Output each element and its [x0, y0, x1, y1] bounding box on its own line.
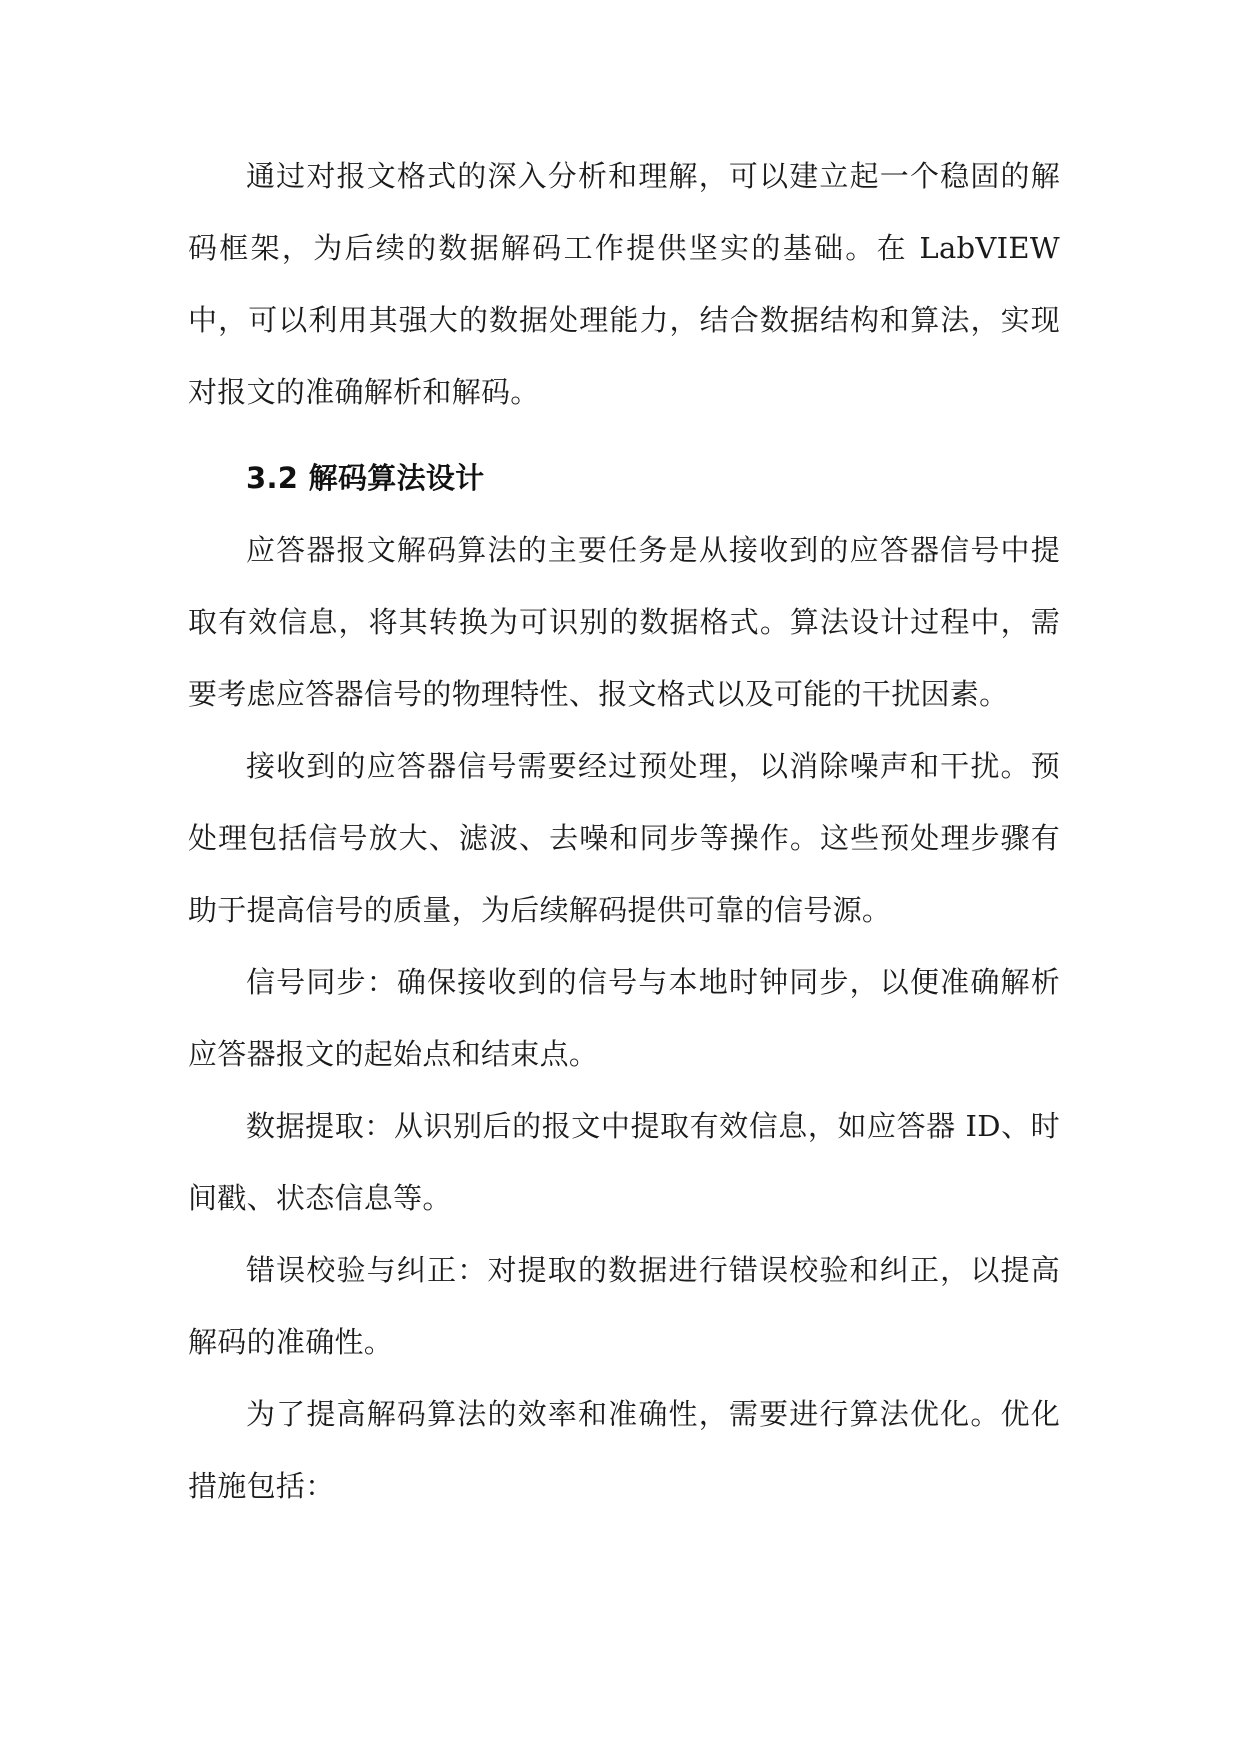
document-body [188, 140, 1060, 1522]
paragraph-data-extraction: 数据提取：从识别后的报文中提取有效信息，如应答器 ID、时间戳、状态信息等。 [188, 1109, 1060, 1215]
paragraph-preprocessing: 接收到的应答器信号需要经过预处理，以消除噪声和干扰。预处理包括信号放大、滤波、去噪和同步等操作。这些预处理步骤有助于提高信号的质量，为后续解码提供可靠的信号源。 [188, 749, 1060, 927]
section-heading-3-2: 3.2 解码算法设计 [246, 461, 485, 495]
paragraph-decoding-framework: 通过对报文格式的深入分析和理解，可以建立起一个稳固的解码框架，为后续的数据解码工作提供坚实的基础。在 LabVIEW 中，可以利用其强大的数据处理能力，结合数据结构和算法，实现对报文的准确解析和解码。 [188, 159, 1060, 409]
paragraph-algorithm-task: 应答器报文解码算法的主要任务是从接收到的应答器信号中提取有效信息，将其转换为可识别的数据格式。算法设计过程中，需要考虑应答器信号的物理特性、报文格式以及可能的干扰因素。 [188, 533, 1060, 711]
paragraph-signal-sync: 信号同步：确保接收到的信号与本地时钟同步，以便准确解析应答器报文的起始点和结束点。 [188, 965, 1060, 1071]
paragraph-error-check: 错误校验与纠正：对提取的数据进行错误校验和纠正，以提高解码的准确性。 [188, 1253, 1060, 1359]
paragraph-optimization: 为了提高解码算法的效率和准确性，需要进行算法优化。优化措施包括： [188, 1397, 1060, 1503]
